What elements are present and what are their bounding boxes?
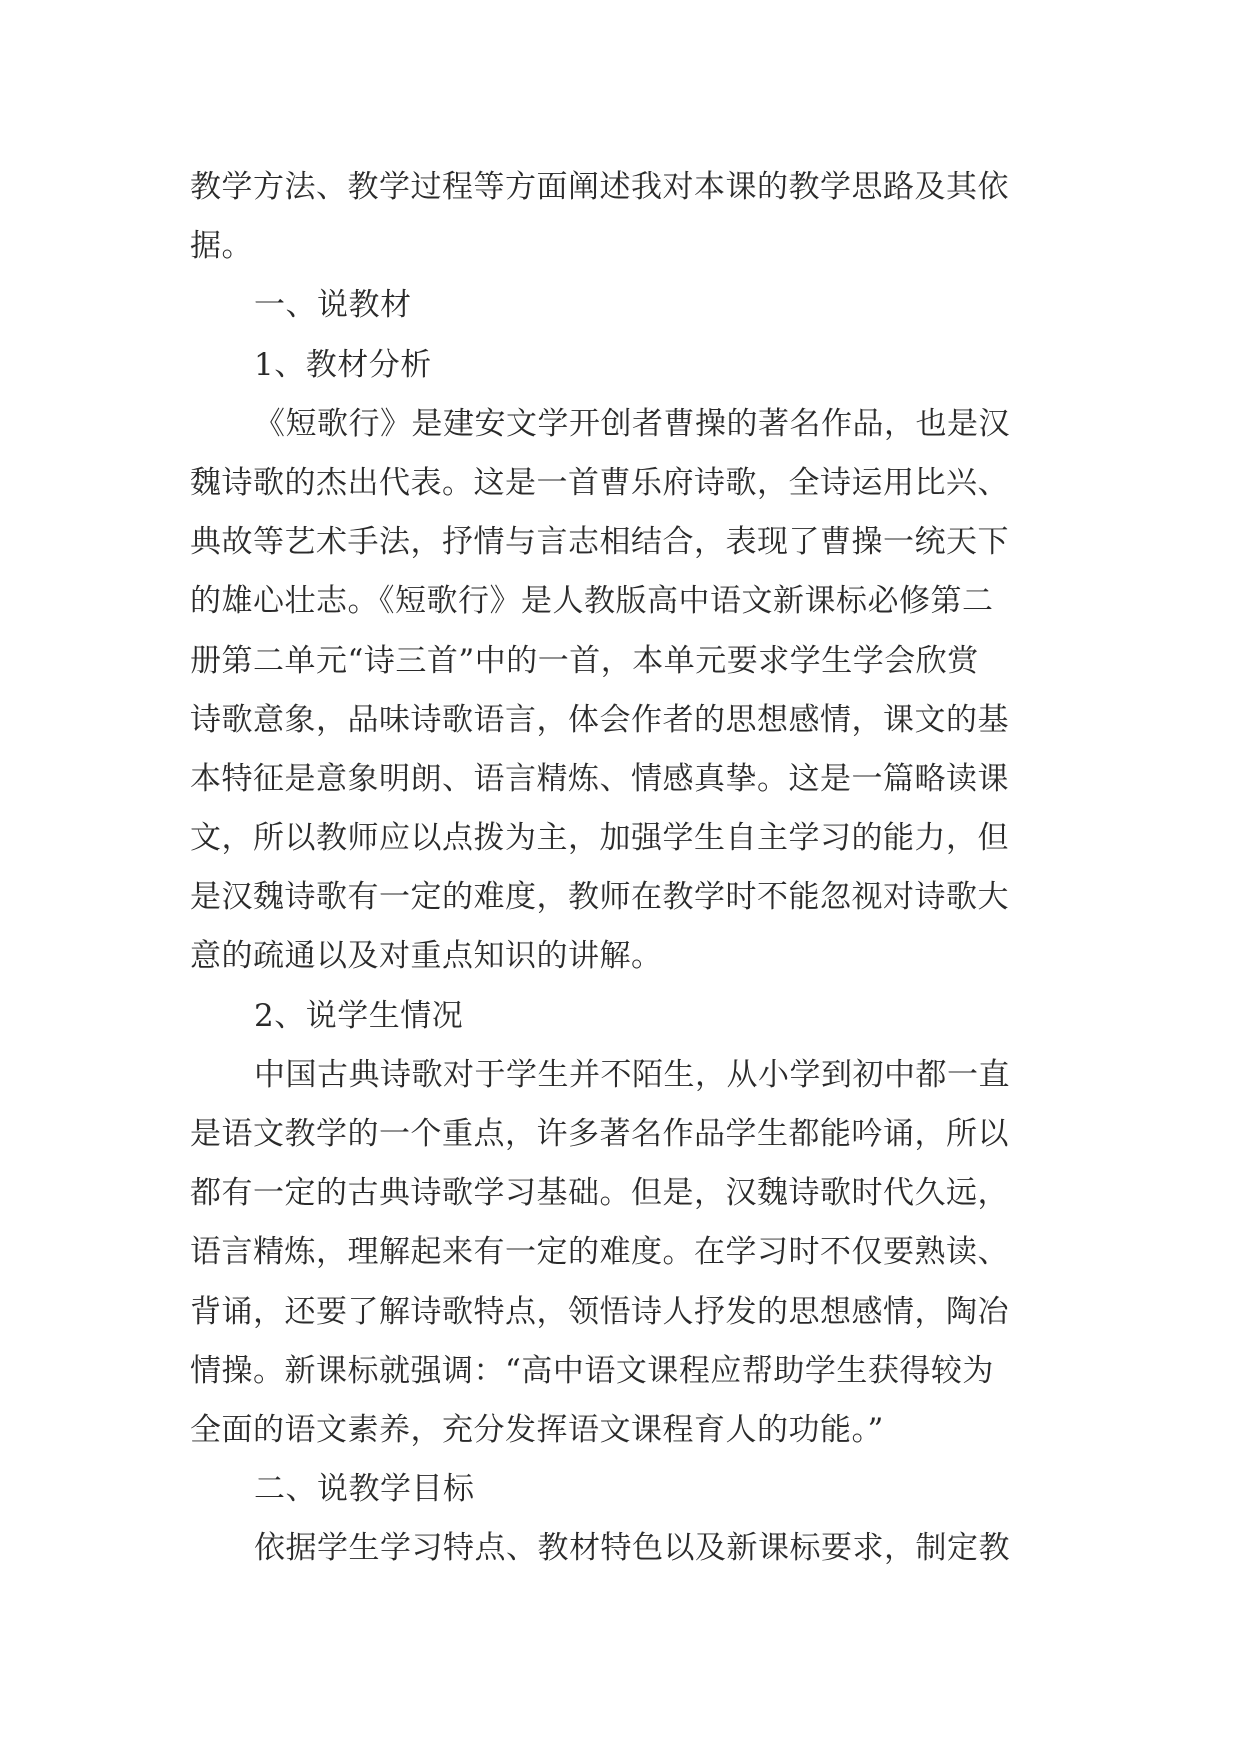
text-line: 中国古典诗歌对于学生并不陌生，从小学到初中都一直 <box>254 1056 1010 1093</box>
section-heading-textbook: 一、说教材 <box>254 287 412 324</box>
subheading-student-situation: 2、说学生情况 <box>254 997 464 1034</box>
text-line: 的雄心壮志。《短歌行》是人教版高中语文新课标必修第二 <box>190 583 994 620</box>
text-line: 本特征是意象明朗、语言精炼、情感真挚。这是一篇略读课 <box>190 760 1009 797</box>
subheading-textbook-analysis: 1、教材分析 <box>254 346 432 383</box>
text-line: 典故等艺术手法，抒情与言志相结合，表现了曹操一统天下 <box>190 524 1009 561</box>
text-line: 是语文教学的一个重点，许多著名作品学生都能吟诵，所以 <box>190 1116 1009 1152</box>
text-line: 教学方法、教学过程等方面阐述我对本课的教学思路及其依 <box>190 169 1009 205</box>
text-line: 语言精炼，理解起来有一定的难度。在学习时不仅要熟读、 <box>190 1234 1009 1271</box>
section-heading-teaching-goals: 二、说教学目标 <box>254 1471 475 1508</box>
text-line: 《短歌行》是建安文学开创者曹操的著名作品，也是汉 <box>254 405 1010 442</box>
text-line: 文，所以教师应以点拨为主，加强学生自主学习的能力，但 <box>190 820 1009 857</box>
text-line: 依据学生学习特点、教材特色以及新课标要求，制定教 <box>254 1530 1010 1567</box>
text-line: 是汉魏诗歌有一定的难度，教师在教学时不能忽视对诗歌大 <box>190 879 1009 916</box>
text-line: 背诵，还要了解诗歌特点，领悟诗人抒发的思想感情，陶冶 <box>190 1293 1009 1330</box>
text-line: 全面的语文素养，充分发挥语文课程育人的功能。” <box>190 1411 884 1448</box>
document-body <box>190 158 1050 1579</box>
text-line: 情操。新课标就强调：“高中语文课程应帮助学生获得较为 <box>190 1352 994 1389</box>
text-line: 魏诗歌的杰出代表。这是一首曹乐府诗歌，全诗运用比兴、 <box>190 464 1009 501</box>
text-line: 册第二单元“诗三首”中的一首，本单元要求学生学会欣赏 <box>190 642 979 679</box>
text-line: 据。 <box>190 228 253 265</box>
text-line: 意的疏通以及对重点知识的讲解。 <box>190 938 663 975</box>
text-line: 诗歌意象，品味诗歌语言，体会作者的思想感情，课文的基 <box>190 701 1009 738</box>
text-line: 都有一定的古典诗歌学习基础。但是，汉魏诗歌时代久远， <box>190 1175 1009 1212</box>
